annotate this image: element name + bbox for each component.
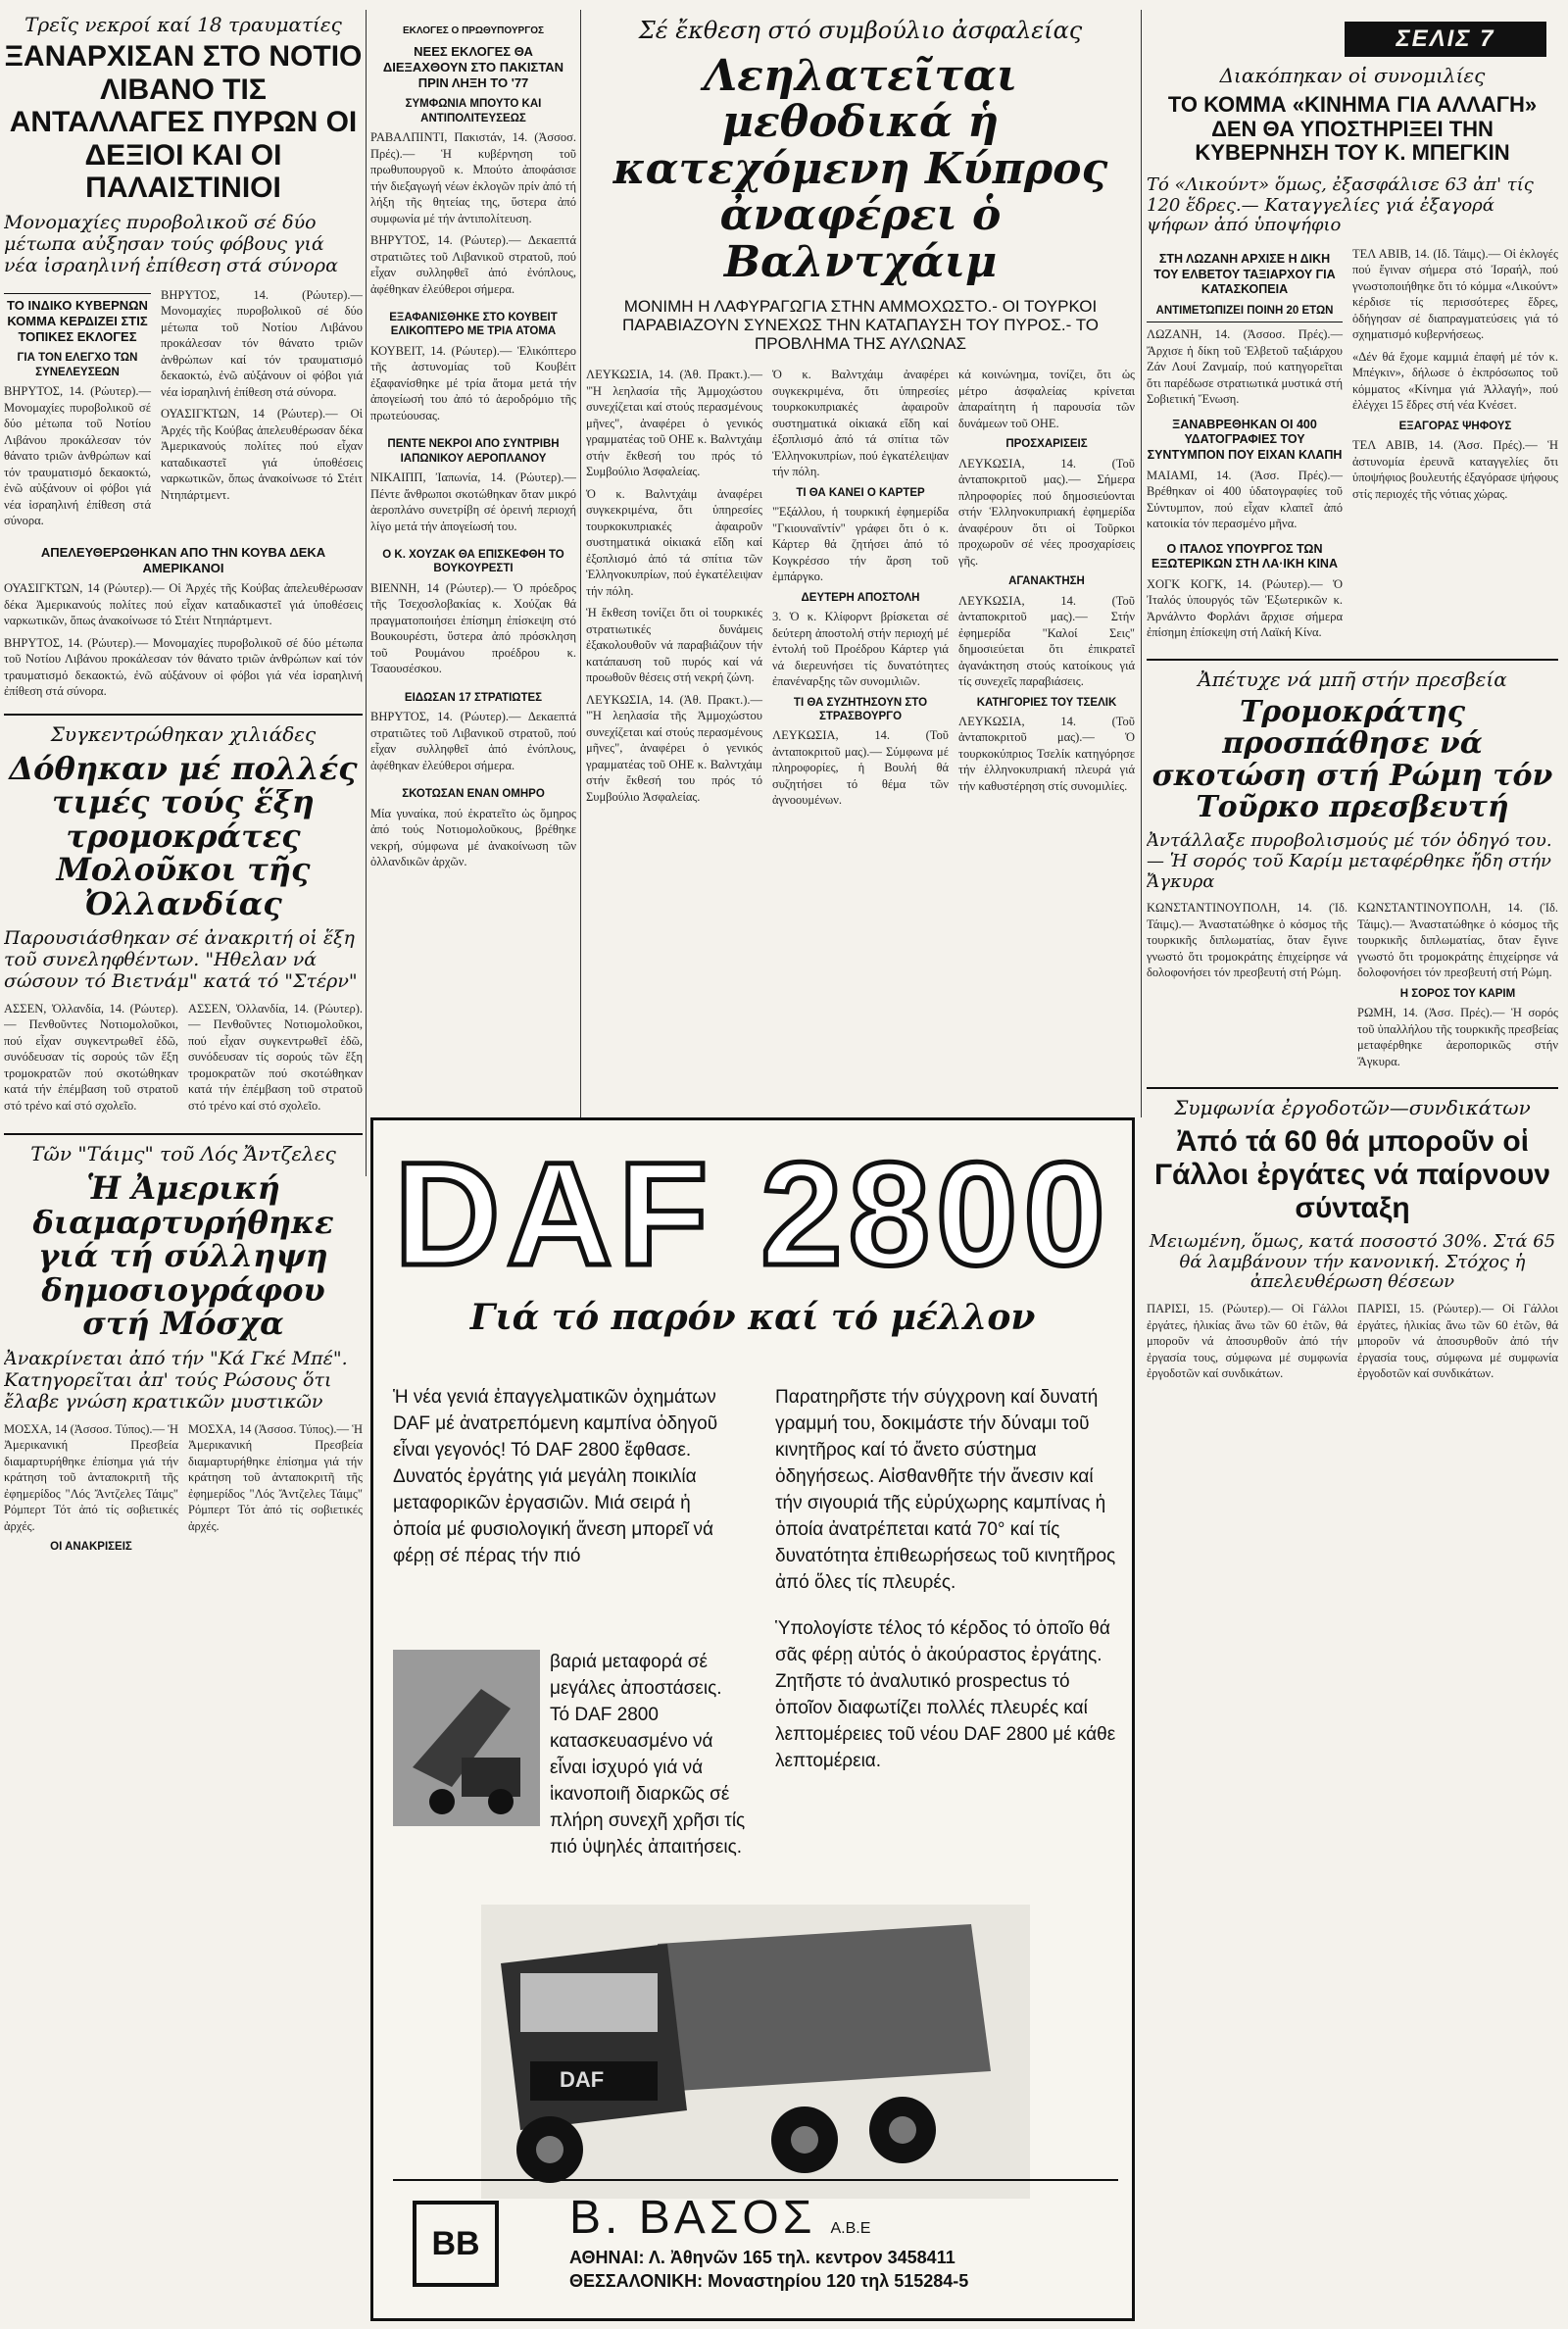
col5-headline3: Ἀπό τά 60 θά μποροῦν οἱ Γάλλοι ἐργάτες νά παίρνουν σύνταξη bbox=[1153, 1125, 1551, 1224]
dealer-logo: ΒΒ bbox=[413, 2201, 499, 2287]
ad-brand: DAF 2800 bbox=[394, 1131, 1111, 1296]
daf-truck-image bbox=[481, 1905, 1030, 2199]
col5-story4: ΠΑΡΙΣΙ, 15. (Ρώυτερ).— Οἱ Γάλλοι ἐργάτες, ἡλικίας ἄνω τῶν 60 ἐτῶν, θά μποροῦν νά ἀποσυρθοῦν ἀπό τήν ἐργασία τους, σύμφωνα μέ συμφωνία ἐργοδοτῶν καί συνδικάτων. bbox=[1147, 1302, 1348, 1381]
col1-sub1: ΑΠΕΛΕΥΘΕΡΩΘΗΚΑΝ ΑΠΟ ΤΗΝ ΚΟΥΒΑ ΔΕΚΑ ΑΜΕΡΙΚΑΝΟΙ bbox=[40, 544, 326, 575]
col5-deck3: Μειωμένη, ὅμως, κατά ποσοστό 30%. Στά 65 θά λαμβάνουν τήν κανονική. Στόχος ἡ ἀπελευθέρωση θέσεων bbox=[1149, 1231, 1556, 1293]
col5-box-sub: ΑΝΤΙΜΕΤΩΠΙΖΕΙ ΠΟΙΝΗ 20 ΕΤΩΝ bbox=[1147, 304, 1343, 322]
col1-kicker3: Τῶν "Τάιμς" τοῦ Λός Ἄντζελες bbox=[30, 1142, 336, 1166]
col1-story3: ΑΣΣΕΝ, Ὀλλανδία, 14. (Ρώυτερ).— Πενθοῦντες Νοτιομολοῦκοι, πού εἶχαν συγκεντρωθεῖ ἐδῶ, συνόδευσαν τίς σορούς τῶν ἕξη τρομοκρατῶν πού σκοτώθηκαν κατά τήν ἐπέμβαση τοῦ στρατοῦ στό τρένο καί στό σχολεῖο. bbox=[4, 1001, 178, 1113]
col2-sub6: ΣΚΟΤΩΣΑΝ ΕΝΑΝ ΟΜΗΡΟ bbox=[402, 788, 545, 801]
col2 bbox=[370, 20, 576, 1176]
col2-sub3: ΠΕΝΤΕ ΝΕΚΡΟΙ ΑΠΟ ΣΥΝΤΡΙΒΗ ΙΑΠΩΝΙΚΟΥ ΑΕΡΟΠΛΑΝΟΥ bbox=[387, 438, 560, 465]
col4-story-a: κά κοινώνημα, τονίζει, ὅτι ὡς μέτρο ἀσφαλείας κρίνεται ἀπαραίτητη ἡ παρουσία τῶν δυνάμεων τοῦ ΟΗΕ. bbox=[958, 368, 1135, 430]
col6-story-a: ΤΕΛ ΑΒΙΒ, 14. (Ιδ. Τάιμς).— Οἱ ἐκλογές πού ἔγιναν σήμερα στό Ἰσραήλ, πού γνωστοποιήθηκε ὅτι τό κόμμα «Λικούντ» κέρδισε τίς περισσότερες ἕδρες, ὁδήγησαν σέ διαπραγματεύσεις γιά τό σχηματισμό κυβερνήσεως. bbox=[1352, 246, 1558, 342]
col4-sub3: ΚΑΤΗΓΟΡΙΕΣ ΤΟΥ ΤΣΕΛΙΚ bbox=[976, 696, 1117, 709]
col5-headline: ΤΟ ΚΟΜΜΑ «ΚΙΝΗΜΑ ΓΙΑ ΑΛΛΑΓΗ» ΔΕΝ ΘΑ ΥΠΟΣΤΗΡΙΞΕΙ ΤΗΝ ΚΥΒΕΡΝΗΣΗ ΤΟΥ Κ. ΜΠΕΓΚΙΝ bbox=[1167, 92, 1538, 166]
cyprus-story bbox=[586, 18, 1135, 1174]
col2-box1-label: ΕΚΛΟΓΕΣ Ο ΠΡΩΘΥΠΟΥΡΓΟΣ bbox=[402, 25, 545, 36]
ad-address1: ΑΘΗΝΑΙ: Λ. Ἀθηνῶν 165 τηλ. κεντρον 3458411 bbox=[569, 2248, 956, 2267]
col3-kicker: Σέ ἔκθεση στό συμβούλιο ἀσφαλείας bbox=[638, 18, 1083, 44]
col1-story4: ΜΟΣΧΑ, 14 (Ἀσσοσ. Τύπος).— Ἡ Ἀμερικανική Πρεσβεία διαμαρτυρήθηκε ἐπίσημα γιά τήν κράτηση τοῦ ἀνταποκριτῆ τῆς ἐφημερίδος "Λός Ἄντζελες Τάιμς" Ρόμπερτ Τότ ἀπό τίς σοβιετικές ἀρχές. bbox=[4, 1421, 178, 1533]
ad-dealer-suffix: Α.Β.Ε bbox=[830, 2220, 871, 2237]
col5-kicker3: Συμφωνία ἐργοδοτῶν—συνδικάτων bbox=[1174, 1096, 1531, 1120]
ad-text4: Ὑπολογίστε τέλος τό κέρδος τό ὁποῖο θά σᾶς φέρῃ αὐτός ὁ ἀκούραστος ἐργάτης. Ζητῆστε τό ἀναλυτικό prospectus τό ὁποῖον διαφωτίζει πολλές πλευρές καί λεπτομέρειες τοῦ νέου DAF 2800 μέ κάθε λεπτομέρεια. bbox=[775, 1617, 1116, 1771]
col3-story-c2: ΛΕΥΚΩΣΙΑ, 14. (Ἀθ. Πρακτ.).— "Ἡ λεηλασία τῆς Ἀμμοχώστου συνεχίζεται καί στούς περασμένους μῆνες", ἀναφέρει ὁ γενικός γραμματέας τοῦ ΟΗΕ κ. Βαλντχάιμ στήν ἔκθεσή του πρός τό Συμβούλιο Ἀσφαλείας. bbox=[586, 692, 762, 804]
col2-story1: ΡΑΒΑΛΠΙΝΤΙ, Πακιστάν, 14. (Ἀσσοσ. Πρές).— Ἡ κυβέρνηση τοῦ πρωθυπουργοῦ κ. Μπούτο ἀποφάσισε τήν διεξαγωγή νέων ἐκλογῶν πρίν ἀπό τή λήξη τῆς θητείας της, ὕστερα ἀπό συμφωνία μέ τήν ἀντιπολίτευση. bbox=[370, 130, 576, 225]
col5-box3-story: ΧΟΓΚ ΚΟΓΚ, 14. (Ρώυτερ).— Ὁ Ἰταλός ὑπουργός τῶν Ἐξωτερικῶν κ. Ἀρνάλντο Φορλάνι ἄρχισε σήμερα ἐπίσημη ἐπίσκεψη στή Λαϊκή Κίνα. bbox=[1147, 576, 1343, 640]
col2-story2: ΚΟΥΒΕΙΤ, 14. (Ρώυτερ).— Ἑλικόπτερο τῆς ἀστυνομίας τοῦ Κουβέιτ ἐξαφανίσθηκε μέ τρία ἄτομα μετά τήν ἀπογείωσή του ἀπό τό ἀεροδρόμιο τῆς πρωτεύουσας. bbox=[370, 343, 576, 422]
col3-story-e: 3. Ὁ κ. Κλίφορντ βρίσκεται σέ δεύτερη ἀποστολή στήν περιοχή μέ ἐντολή τοῦ Προέδρου Κάρτερ γιά νά διερευνήσει τίς δυνατότητες ἐπανέναρξης τῶν συνομιλιῶν. bbox=[772, 610, 949, 689]
col2-box1-sub: ΣΥΜΦΩΝΙΑ ΜΠΟΥΤΟ ΚΑΙ ΑΝΤΙΠΟΛΙΤΕΥΣΕΩΣ bbox=[405, 98, 542, 124]
col2-story3: ΝΙΚΑΙΠΠ, Ἰαπωνία, 14. (Ρώυτερ).— Πέντε ἄνθρωποι σκοτώθηκαν ὅταν μικρό ἀεροπλάνο συνετρίβη σέ ὀρεινή περιοχή λίγο μετά τήν ἀπογείωσή του. bbox=[370, 471, 576, 533]
col1-box-sub: ΓΙΑ ΤΟΝ ΕΛΕΓΧΟ ΤΩΝ ΣΥΝΕΛΕΥΣΕΩΝ bbox=[17, 352, 138, 378]
daf-advertisement bbox=[370, 1117, 1135, 2321]
col2-story1b: ΒΗΡΥΤΟΣ, 14. (Ρώυτερ).— Δεκαεπτά στρατιῶτες τοῦ Λιβανικοῦ στρατοῦ, πού εἶχαν συλληφθεῖ ἀπό ἐνόπλους, ἀφέθηκαν ἐλεύθεροι σήμερα. bbox=[370, 233, 576, 296]
col3-story-f: ΛΕΥΚΩΣΙΑ, 14. (Τοῦ ἀνταποκριτοῦ μας).— Σύμφωνα μέ πληροφορίες, ἡ Βουλή θά συζητήσει τό θέμα τῶν ἀγνοουμένων. bbox=[772, 728, 949, 808]
col1-story2: ΟΥΑΣΙΓΚΤΩΝ, 14 (Ρώυτερ).— Οἱ Ἀρχές τῆς Κούβας ἀπελευθέρωσαν δέκα Ἀμερικανούς πολίτες πού εἶχαν καταδικαστεῖ γιά ὑποθέσεις ναρκωτικῶν, ὅπως ἀνακοίνωσε τό Στέιτ Ντηπάρτμεντ. bbox=[4, 581, 363, 627]
col5 bbox=[1147, 65, 1558, 2319]
col5-story4b: ΠΑΡΙΣΙ, 15. (Ρώυτερ).— Οἱ Γάλλοι ἐργάτες, ἡλικίας ἄνω τῶν 60 ἐτῶν, θά μποροῦν νά ἀποσυρθοῦν ἀπό τήν ἐργασία τους, σύμφωνα μέ συμφωνία ἐργοδοτῶν καί συνδικάτων. bbox=[1357, 1302, 1558, 1381]
col1-story1: ΒΗΡΥΤΟΣ, 14. (Ρώυτερ).— Μονομαχίες πυροβολικοῦ σέ δύο μέτωπα τοῦ Νοτίου Λιβάνου προκάλεσαν τόν θάνατο τριῶν ἀνθρώπων καί τόν τραυματισμό δεκαοκτώ, ἐνῶ αὐξάνουν οἱ φόβοι γιά νέα ἰσραηλινή ἐπίθεση στά σύνορα. bbox=[161, 287, 363, 399]
col1-kicker: Τρεῖς νεκροί καί 18 τραυματίες bbox=[24, 14, 342, 36]
col1-kicker2: Συγκεντρώθηκαν χιλιάδες bbox=[50, 721, 317, 746]
col5-box2-story: ΜΑΙΑΜΙ, 14. (Ἀσσ. Πρές).— Βρέθηκαν οἱ 400 ὑδατογραφίες τοῦ Σύντυμπον, πού εἶχαν κλαπεῖ ἀπό κατοικία τόν περασμένο μῆνα. bbox=[1147, 468, 1343, 531]
ad-text1: Ἡ νέα γενιά ἐπαγγελματικῶν ὀχημάτων DAF μέ ἀνατρεπόμενη καμπίνα ὁδηγοῦ εἶναι γεγονός! Τό DAF 2800 ἔφθασε. Δυνατός ἐργάτης γιά μεγάλη ποικιλία μεταφορικῶν ἐργασιῶν. Μιά σειρά ἡ ὁποία μέ φυσιολογική ἄνεση μπορεῖ νά φέρῃ σέ πέρας τήν πιό bbox=[393, 1387, 718, 1566]
ad-text3: Παρατηρῆστε τήν σύγχρονη καί δυνατή γραμμή του, δοκιμάστε τήν δύναμι τοῦ κινητῆρος καί τό ἄνετο σύστημα ὁδηγήσεως. Αἰσθανθῆτε τήν ἄνεσιν καί τήν σιγουριά τῆς εὐρύχωρης καμπίνας ἡ ὁποία ἀνατρέπεται κατά 70° καί τίς δυνατότητα ἐπιθεωρήσεως τοῦ κινητῆρος ἀπό ὅλες τίς πλευρές. bbox=[775, 1387, 1116, 1593]
ad-tagline: Γιά τό παρόν καί τό μέλλον bbox=[469, 1297, 1036, 1338]
col2-story4: ΒΙΕΝΝΗ, 14 (Ρώυτερ).— Ὁ πρόεδρος τῆς Τσεχοσλοβακίας κ. Χούζακ θά πραγματοποιήσει ἐπίσημη ἐπίσκεψη στό Βουκουρέστι, ὕστερα ἀπό πρόσκληση τοῦ Ρουμάνου προέδρου κ. Τσαουσέσκου. bbox=[370, 580, 576, 676]
col2-box1-head: ΝΕΕΣ ΕΚΛΟΓΕΣ ΘΑ ΔΙΕΞΑΧΘΟΥΝ ΣΤΟ ΠΑΚΙΣΤΑΝ ΠΡΙΝ ΛΗΞΗ ΤΟ '77 bbox=[382, 43, 564, 90]
col1-deck: Μονομαχίες πυροβολικοῦ σέ δύο μέτωπα αὐξησαν τούς φόβους γιά νέα ἰσραηλινή ἐπίθεση στά σύνορα bbox=[4, 211, 338, 276]
divider bbox=[580, 10, 581, 1176]
col5-kicker: Διακόπηκαν οἱ συνομιλίες bbox=[1219, 65, 1486, 87]
col1-story1-repeat: ΟΥΑΣΙΓΚΤΩΝ, 14 (Ρώυτερ).— Οἱ Ἀρχές τῆς Κούβας ἀπελευθέρωσαν δέκα Ἀμερικανούς πολίτες πού εἶχαν καταδικαστεῖ γιά ὑποθέσεις ναρκωτικῶν, ὅπως ἀνακοίνωσε τό Στέιτ Ντηπάρτμεντ. bbox=[161, 407, 363, 502]
col2-sub4: Ο Κ. ΧΟΥΖΑΚ ΘΑ ΕΠΙΣΚΕΦΘΗ ΤΟ ΒΟΥΚΟΥΡΕΣΤΙ bbox=[382, 549, 564, 575]
col3-story-a: ΛΕΥΚΩΣΙΑ, 14. (Ἀθ. Πρακτ.).— "Ἡ λεηλασία τῆς Ἀμμοχώστου συνεχίζεται καί στούς περασμένους μῆνες", ἀναφέρει ὁ γενικός γραμματέας τοῦ ΟΗΕ κ. Βαλντχάιμ στήν ἔκθεσή του πρός τό Συμβούλιο Ἀσφαλείας. bbox=[586, 368, 762, 479]
col1-sub4: ΟΙ ΑΝΑΚΡΙΣΕΙΣ bbox=[50, 1541, 132, 1554]
col1-headline3: Ἡ Ἀμερική διαμαρτυρήθηκε γιά τή σύλληψη δημοσιογράφου στή Μόσχα bbox=[32, 1169, 334, 1343]
col2-sub2: ΕΞΑΦΑΝΙΣΘΗΚΕ ΣΤΟ ΚΟΥΒΕΙΤ ΕΛΙΚΟΠΤΕΡΟ ΜΕ ΤΡΙΑ ΑΤΟΜΑ bbox=[389, 312, 558, 338]
col1-box-head: ΤΟ ΙΝΔΙΚΟ ΚΥΒΕΡΝΩΝ ΚΟΜΜΑ ΚΕΡΔΙΖΕΙ ΣΤΙΣ ΤΟΠΙΚΕΣ ΕΚΛΟΓΕΣ bbox=[4, 293, 151, 346]
col5-sub2: Η ΣΟΡΟΣ ΤΟΥ ΚΑΡΙΜ bbox=[1399, 987, 1516, 1000]
col6-story-b: «Δέν θά ἔχομε καμμιά ἐπαφή μέ τόν κ. Μπέγκιν», δήλωσε ὁ ἐκπρόσωπος τοῦ κόμματος «Κίνημα γιά Ἀλλαγή», πού ἐλέγχει 15 ἕδρες στή νέα Κνέσετ. bbox=[1352, 349, 1558, 413]
section-badge-label: ΣΕΛΙΣ 7 bbox=[1396, 25, 1495, 52]
col5-box-story: ΛΩΖΑΝΗ, 14. (Ἀσσοσ. Πρές).— Ἄρχισε ἡ δίκη τοῦ Ἑλβετοῦ ταξιάρχου Ζάν Λουί Ζανμαίρ, πού κατηγορεῖται ὅτι παρέδωσε στρατιωτικά μυστικά στή Σοβιετική Ἕνωση. bbox=[1147, 327, 1343, 407]
ad-text2: βαριά μεταφορά σέ μεγάλες ἀποστάσεις. Τό DAF 2800 κατασκευασμένο νά εἶναι ἰσχυρό γιά νά ἱκανοποιῆ διαρκῶς σέ πλήρη συνεχῆ χρῆσι τίς πιό ὑψηλές ἀπαιτήσεις. bbox=[550, 1652, 746, 1858]
col1-story1-a: ΒΗΡΥΤΟΣ, 14. (Ρώυτερ).— Μονομαχίες πυροβολικοῦ σέ δύο μέτωπα τοῦ Νοτίου Λιβάνου προκάλεσαν τόν θάνατο τριῶν ἀνθρώπων καί τόν τραυματισμό δεκαοκτώ, ἐνῶ αὐξάνουν οἱ φόβοι γιά νέα ἰσραηλινή ἐπίθεση στά σύνορα. bbox=[4, 384, 151, 527]
col4-story-b: ΛΕΥΚΩΣΙΑ, 14. (Τοῦ ἀνταποκριτοῦ μας).— Σήμερα πληροφορίες πού δημοσιεύονται στήν Ἑλληνοκυπριακή ἐφημερίδα ἀναφέρουν ὅτι οἱ Τοῦρκοι προχωροῦν σέ νέες προσχαρίσεις γῆς. bbox=[958, 456, 1135, 568]
col4-story-c: ΛΕΥΚΩΣΙΑ, 14. (Τοῦ ἀνταποκριτοῦ μας).— Στήν ἐφημερίδα "Καλοί Σεις" δημοσιεύεται ὅτι ἐπικρατεῖ ἀγανάκτηση στούς κατοίκους γιά τίς συνεχεῖς παραβιάσεις. bbox=[958, 593, 1135, 689]
col1-deck3: Ἀνακρίνεται ἀπό τήν "Κά Γκέ Μπέ". Κατηγορεῖται ἀπ' τούς Ρώσους ὅτι ἔλαβε γνώση κρατικῶν μυστικῶν bbox=[4, 1348, 348, 1412]
col5-story2: ΚΩΝΣΤΑΝΤΙΝΟΥΠΟΛΗ, 14. (Ἰδ. Τάιμς).— Ἀναστατώθηκε ὁ κόσμος τῆς τουρκικῆς διπλωματίας, ὅταν ἔγινε γνωστό ὅτι τρομοκράτης ἐπιχείρησε νά δολοφονήσει τόν πρεσβευτή στή Ρώμη. bbox=[1147, 901, 1348, 980]
col3-story-b2: Ὁ κ. Βαλντχάιμ ἀναφέρει συγκεκριμένα, ὅτι ὑπηρεσίες τουρκοκυπριακές ἀφαιροῦν συστηματικά οἰκιακά εἴδη καί ἐξοπλισμό ἀπό τά σπίτια τῶν Ἑλληνοκυπρίων, πού ἐγκατέλειψαν τήν πόλη. bbox=[772, 368, 949, 479]
col1-deck2: Παρουσιάσθηκαν σέ ἀνακριτή οἱ ἕξη τοῦ συνεληφθέντων. "Ηθελαν νά σώσουν τό Βιετνάμ" κατά τό "Στέρν" bbox=[4, 927, 358, 992]
ad-dealer: Β. ΒΑΣΟΣ bbox=[569, 2192, 816, 2244]
col5-deck: Τό «Λικούντ» ὅμως, ἐξασφάλισε 63 ἀπ' τίς 120 ἕδρες.— Καταγγελίες γιά ἐξαγορά ψήφων ἀπό ὑποψήφιο bbox=[1147, 173, 1534, 236]
ad-address2: ΘΕΣΣΑΛΟΝΙΚΗ: Μοναστηρίου 120 τηλ 515284-5 bbox=[569, 2271, 969, 2291]
col3-sub2: ΔΕΥΤΕΡΗ ΑΠΟΣΤΟΛΗ bbox=[801, 591, 920, 604]
col5-headline2: Τρομοκράτης προσπάθησε νά σκοτώση στή Ρώμη τόν Τοῦρκο πρεσβευτή bbox=[1152, 694, 1553, 824]
svg-text:DAF: DAF bbox=[560, 2067, 605, 2092]
col1 bbox=[4, 14, 363, 2323]
col5-box2-head: ΞΑΝΑΒΡΕΘΗΚΑΝ ΟΙ 400 ΥΔΑΤΟΓΡΑΦΙΕΣ ΤΟΥ ΣΥΝΤΥΜΠΟΝ ΠΟΥ ΕΙΧΑΝ ΚΛΑΠΗ bbox=[1147, 417, 1343, 462]
col5-story2b: ΚΩΝΣΤΑΝΤΙΝΟΥΠΟΛΗ, 14. (Ἰδ. Τάιμς).— Ἀναστατώθηκε ὁ κόσμος τῆς τουρκικῆς διπλωματίας, ὅταν ἔγινε γνωστό ὅτι τρομοκράτης ἐπιχείρησε νά δολοφονήσει τόν πρεσβευτή στή Ρώμη. bbox=[1357, 901, 1558, 980]
col5-box3-head: Ο ΙΤΑΛΟΣ ΥΠΟΥΡΓΟΣ ΤΩΝ ΕΞΩΤΕΡΙΚΩΝ ΣΤΗ ΛΑ·ΙΚΗ ΚΙΝΑ bbox=[1152, 541, 1338, 571]
section-badge bbox=[1345, 22, 1546, 57]
col4-story-d: ΛΕΥΚΩΣΙΑ, 14. (Τοῦ ἀνταποκριτοῦ μας).— Ὁ τουρκοκύπριος Τσελίκ κατηγόρησε τήν ἑλληνοκυπριακή πλευρά γιά τήν καθυστέρηση στίς συνομιλίες. bbox=[958, 714, 1135, 793]
divider bbox=[1141, 10, 1142, 1117]
col3-sub1: ΤΙ ΘΑ ΚΑΝΕΙ Ο ΚΑΡΤΕΡ bbox=[796, 486, 925, 499]
col3-deck: ΜΟΝΙΜΗ Η ΛΑΦΥΡΑΓΩΓΙΑ ΣΤΗΝ ΑΜΜΟΧΩΣΤΟ.- ΟΙ ΤΟΥΡΚΟΙ ΠΑΡΑΒΙΑΖΟΥΝ ΣΥΝΕΧΩΣ ΤΗΝ ΚΑΤΑΠΑΥΣΗ ΤΟΥ ΠΥΡΟΣ.- ΤΟ ΠΡΟΒΛΗΜΑ ΤΗΣ ΑΥΛΩΝΑΣ bbox=[622, 297, 1099, 354]
col2-story5: ΒΗΡΥΤΟΣ, 14. (Ρώυτερ).— Δεκαεπτά στρατιῶτες τοῦ Λιβανικοῦ στρατοῦ, πού εἶχαν συλληφθεῖ ἀπό ἐνόπλους, ἀφέθηκαν ἐλεύθεροι σήμερα. bbox=[370, 710, 576, 772]
col4-sub2: ΑΓΑΝΑΚΤΗΣΗ bbox=[1008, 575, 1085, 588]
col6-sub1: ΕΞΑΓΟΡΑΣ ΨΗΦΟΥΣ bbox=[1398, 420, 1512, 432]
col4-sub1: ΠΡΟΣΧΑΡΙΣΕΙΣ bbox=[1005, 438, 1088, 451]
col6-story-c: ΤΕΛ ΑΒΙΒ, 14. (Ἀσσ. Πρές).— Ἡ ἀστυνομία ἐρευνᾶ καταγγελίες ὅτι ὑποψήφιος βουλευτής ἐξαγόρασε ψήφους στίς περιοχές τῆς νότιας χώρας. bbox=[1352, 438, 1558, 501]
col1-headline2: Δόθηκαν μέ πολλές τιμές τούς ἕξη τρομοκράτες Μολοῦκοι τῆς Ὀλλανδίας bbox=[9, 749, 358, 922]
col2-sub5: ΕΙΔΩΣΑΝ 17 ΣΤΡΑΤΙΩΤΕΣ bbox=[404, 691, 543, 704]
col1-headline: ΞΑΝΑΡΧΙΣΑΝ ΣΤΟ ΝΟΤΙΟ ΛΙΒΑΝΟ ΤΙΣ ΑΝΤΑΛΛΑΓΕΣ ΠΥΡΩΝ ΟΙ ΔΕΞΙΟΙ ΚΑΙ ΟΙ ΠΑΛΑΙΣΤΙΝΙΟΙ bbox=[4, 40, 363, 205]
col3-headline: Λεηλατεῖται μεθοδικά ἡ κατεχόμενη Κύπρος ἀναφέρει ὁ Βαλντχάιμ bbox=[612, 50, 1108, 287]
col1-story3b: ΑΣΣΕΝ, Ὀλλανδία, 14. (Ρώυτερ).— Πενθοῦντες Νοτιομολοῦκοι, πού εἶχαν συγκεντρωθεῖ ἐδῶ, συνόδευσαν τίς σορούς τῶν ἕξη τρομοκρατῶν πού σκοτώθηκαν κατά τήν ἐπέμβαση τοῦ στρατοῦ στό τρένο καί στό σχολεῖο. bbox=[188, 1001, 363, 1113]
tipper-truck-image bbox=[393, 1650, 540, 1826]
col5-kicker2: Ἀπέτυχε νά μπῆ στήν πρεσβεία bbox=[1198, 667, 1507, 691]
col5-story3: ΡΩΜΗ, 14. (Ἀσσ. Πρές).— Ἡ σορός τοῦ ὑπαλλήλου τῆς τουρκικῆς πρεσβείας μεταφέρθηκε ἀεροπορικῶς στήν Ἄγκυρα. bbox=[1357, 1006, 1558, 1068]
col1-story4b: ΜΟΣΧΑ, 14 (Ἀσσοσ. Τύπος).— Ἡ Ἀμερικανική Πρεσβεία διαμαρτυρήθηκε ἐπίσημα γιά τήν κράτηση τοῦ ἀνταποκριτῆ τῆς ἐφημερίδος "Λός Ἄντζελες Τάιμς" Ρόμπερτ Τότ ἀπό τίς σοβιετικές ἀρχές. bbox=[188, 1421, 363, 1533]
col3-story-c: Ἡ ἔκθεση τονίζει ὅτι οἱ τουρκικές στρατιωτικές δυνάμεις ἐξακολουθοῦν νά παραβιάζουν τήν κατάπαυση τοῦ πυρός καί νά προωθοῦν θέσεις στή νεκρή ζώνη. bbox=[586, 606, 762, 685]
col3-sub3: ΤΙ ΘΑ ΣΥΖΗΤΗΣΟΥΝ ΣΤΟ ΣΤΡΑΣΒΟΥΡΓΟ bbox=[793, 696, 928, 722]
col3-story-d: "Ἐξάλλου, ἡ τουρκική ἐφημερίδα "Γκιουναϊντίν" γράφει ὅτι ὁ κ. Κάρτερ θά ζητήσει ἀπό τό Κογκρέσσο τήν ἄρση τοῦ ἐμπάργκο. bbox=[772, 505, 949, 584]
col5-deck2: Ἀντάλλαξε πυροβολισμούς μέ τόν ὁδηγό του.— Ἡ σορός τοῦ Καρίμ μεταφέρθηκε ἤδη στήν Ἄγκυρα bbox=[1147, 830, 1552, 892]
col3-story-b: Ὁ κ. Βαλντχάιμ ἀναφέρει συγκεκριμένα, ὅτι ὑπηρεσίες τουρκοκυπριακές ἀφαιροῦν συστηματικά οἰκιακά εἴδη καί ἐξοπλισμό ἀπό τά σπίτια τῶν Ἑλληνοκυπρίων, πού ἐγκατέλειψαν τήν πόλη. bbox=[586, 486, 762, 598]
col2-story6: Μία γυναίκα, πού ἐκρατεῖτο ὡς ὅμηρος ἀπό τούς Νοτιομολοῦκους, βρέθηκε νεκρή, σύμφωνα μέ ἀνακοίνωση τῶν ὀλλανδικῶν ἀρχῶν. bbox=[370, 806, 576, 868]
divider bbox=[366, 10, 367, 1176]
col1-story2b: ΒΗΡΥΤΟΣ, 14. (Ρώυτερ).— Μονομαχίες πυροβολικοῦ σέ δύο μέτωπα τοῦ Νοτίου Λιβάνου προκάλεσαν τόν θάνατο τριῶν ἀνθρώπων καί τόν τραυματισμό δεκαοκτώ, ἐνῶ αὐξάνουν οἱ φόβοι γιά νέα ἰσραηλινή ἐπίθεση στά σύνορα. bbox=[4, 635, 363, 698]
col5-box-head: ΣΤΗ ΛΩΖΑΝΗ ΑΡΧΙΣΕ Η ΔΙΚΗ ΤΟΥ ΕΛΒΕΤΟΥ ΤΑΞΙΑΡΧΟΥ ΓΙΑ ΚΑΤΑΣΚΟΠΕΙΑ bbox=[1153, 251, 1336, 297]
